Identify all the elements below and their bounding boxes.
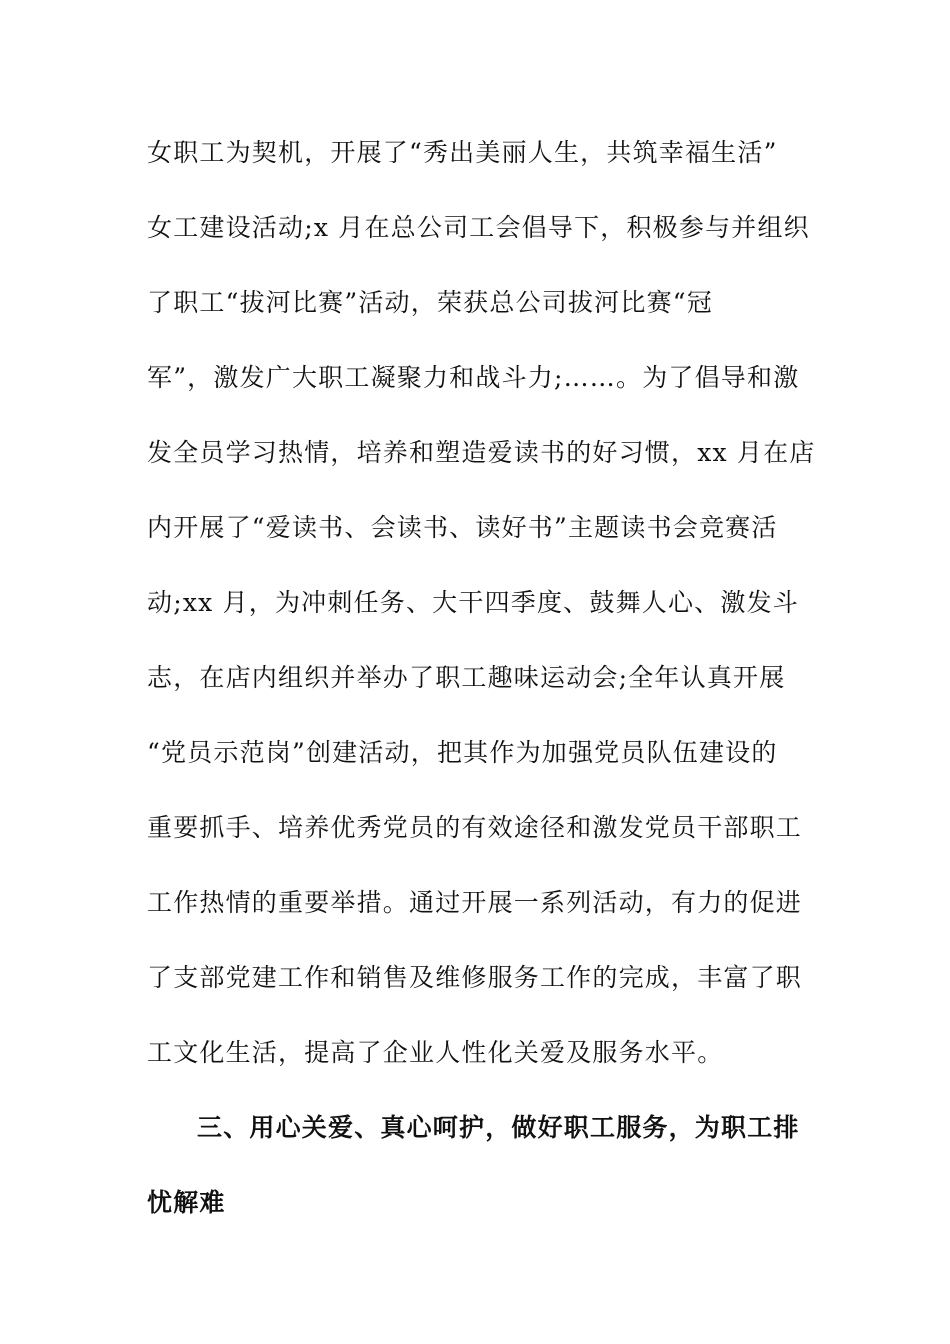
body-text-line-1: 女职工为契机，开展了“秀出美丽人生，共筑幸福生活” xyxy=(147,138,778,167)
body-text-line-7: 动;xx 月，为冲刺任务、大干四季度、鼓舞人心、激发斗 xyxy=(147,588,799,617)
body-text-line-8: 志，在店内组织并举办了职工趣味运动会;全年认真开展 xyxy=(147,663,786,692)
body-text-line-9: “党员示范岗”创建活动，把其作为加强党员队伍建设的 xyxy=(147,738,778,767)
body-text-line-10: 重要抓手、培养优秀党员的有效途径和激发党员干部职工 xyxy=(147,813,803,842)
body-text-line-5: 发全员学习热情，培养和塑造爱读书的好习惯，xx 月在店 xyxy=(147,438,816,467)
body-text-line-12: 了支部党建工作和销售及维修服务工作的完成，丰富了职 xyxy=(147,963,803,992)
body-text-line-6: 内开展了“爱读书、会读书、读好书”主题读书会竞赛活 xyxy=(147,513,778,542)
body-text-line-2: 女工建设活动;x 月在总公司工会倡导下，积极参与并组织 xyxy=(147,213,810,242)
body-text-line-11: 工作热情的重要举措。通过开展一系列活动，有力的促进 xyxy=(147,888,803,917)
section-heading: 三、用心关爱、真心呵护，做好职工服务，为职工排 xyxy=(197,1113,800,1142)
body-text-line-13: 工文化生活，提高了企业人性化关爱及服务水平。 xyxy=(147,1038,724,1067)
body-text-line-3: 了职工“拔河比赛”活动，荣获总公司拔河比赛“冠 xyxy=(147,288,713,317)
section-heading-continuation: 忧解难 xyxy=(147,1188,226,1217)
body-text-line-4: 军”，激发广大职工凝聚力和战斗力;……。为了倡导和激 xyxy=(147,363,800,392)
